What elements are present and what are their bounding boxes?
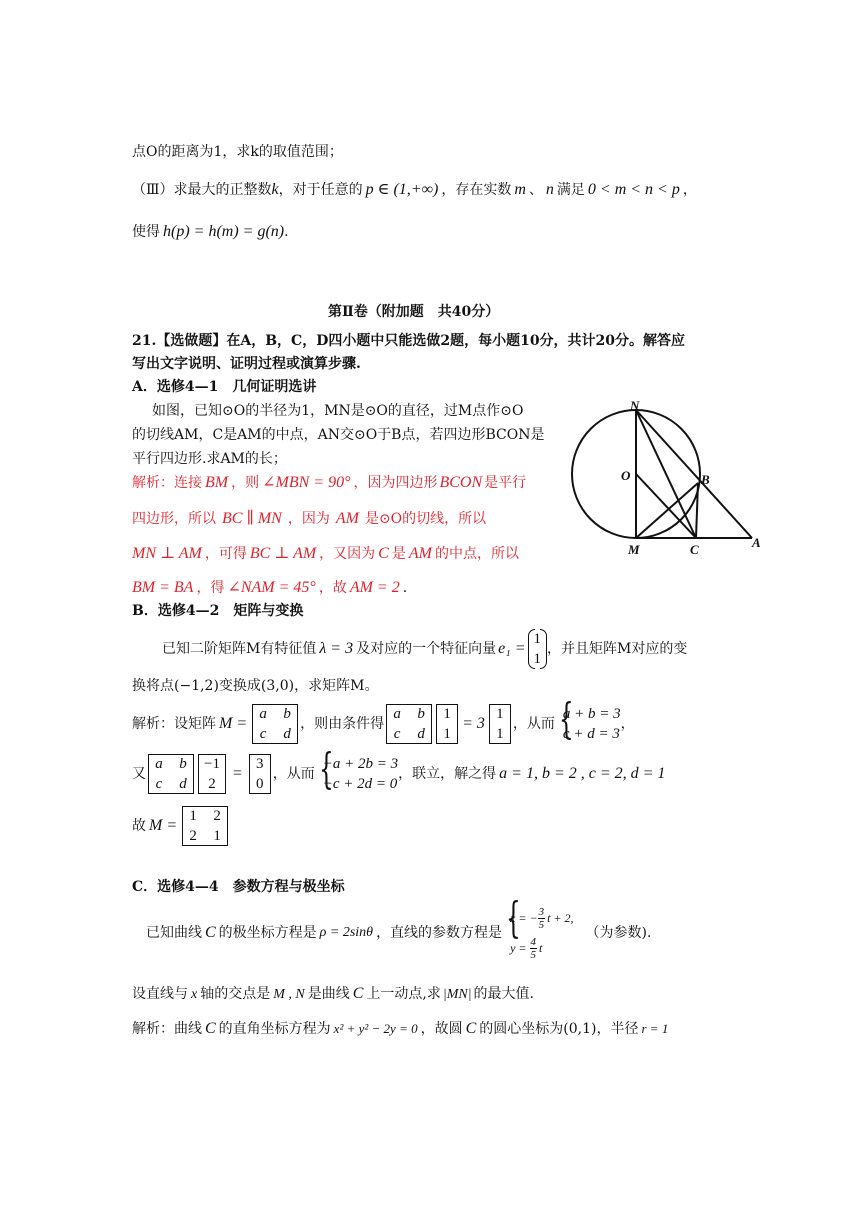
section-a-line-2: 的切线AM，C是AM的中点，AN交⊙O于B点，若四边形BCON是: [132, 427, 545, 443]
section-b-line-2: 换将点(−1,2)变换成(3,0)，求矩阵M。: [132, 678, 379, 694]
section-c-line-2: 设直线与 x 轴的交点是 M , N 是曲线 C 上一动点,求 |MN| 的最大值.: [132, 985, 534, 1002]
vector-neg1-2: −1 2: [198, 754, 226, 794]
vector-3-0: 3 0: [249, 754, 271, 794]
geometry-figure: [570, 398, 770, 558]
matrix-result: 1 2 2 1: [182, 806, 228, 846]
section-c-heading: C．选修4—4 参数方程与极坐标: [132, 879, 345, 895]
matrix-abcd: a b c d: [252, 704, 298, 744]
section-a-answer-2: 四边形，所以 BC ∥ MN ，因为 AM 是⊙O的切线，所以: [132, 510, 487, 527]
text-line-3: 使得 h(p) = h(m) = g(n).: [132, 223, 289, 240]
eigenvector: 1 1: [528, 629, 548, 669]
section-a-line-1: 如图，已知⊙O的半径为1，MN是⊙O的直径，过M点作⊙O: [152, 403, 524, 419]
section-a-heading: A．选修4—1 几何证明选讲: [132, 379, 317, 395]
system-2: { −a + 2b = 3 −c + 2d = 0: [315, 754, 398, 794]
parametric-system: { x = − $\frac{3}{5}$ t + 2, y = $\frac{4}{5}$ t: [502, 903, 573, 963]
vector-11: 1 1: [436, 704, 458, 744]
label-C: C: [690, 542, 699, 557]
text-line-2: （Ⅲ）求最大的正整数k，对于任意的 p ∈ (1,+∞) ，存在实数 m 、 n 满足 0 < m < n < p ，: [132, 181, 697, 198]
label-A: A: [752, 535, 761, 550]
system-1: { a + b = 3 c + d = 3: [555, 704, 621, 744]
text-line-1: 点O的距离为1，求k的取值范围；: [132, 144, 343, 160]
label-N: N: [630, 398, 640, 413]
section-b-line-5: 故 M = 1 2 2 1: [132, 804, 230, 848]
section-b-line-3: 解析：设矩阵 M = a b c d ，则由条件得 a b c d 1 1 = 3 1 1 ，从而 { a + b = 3 c + d = 3 ，: [132, 702, 635, 746]
section-b-heading: B．选修4—2 矩阵与变换: [132, 603, 304, 619]
vector-11-b: 1 1: [489, 704, 511, 744]
matrix-abcd-3: a b c d: [148, 754, 194, 794]
label-B: B: [701, 472, 710, 487]
section-a-answer-3: MN ⊥ AM ，可得 BC ⊥ AM ，又因为 C 是 AM 的中点，所以: [132, 545, 519, 562]
section-c-line-3: 解析：曲线 C 的直角坐标方程为 x² + y² − 2y = 0 ，故圆 C 的圆心坐标为(0,1)，半径 r = 1: [132, 1020, 669, 1037]
question-21-line-1: 21.【选做题】在A，B，C，D四小题中只能选做2题，每小题10分，共计20分。解答应: [132, 333, 686, 349]
label-M: M: [628, 542, 640, 557]
section-c-line-1: 已知曲线 C 的极坐标方程是 ρ = 2sinθ ，直线的参数方程是 { x = − $\frac{3}{5}$ t + 2, y = $\frac{4}{5}$ t （为参数)．: [146, 902, 661, 964]
label-O: O: [621, 468, 631, 483]
section-title: 第Ⅱ卷（附加题 共40分）: [328, 304, 500, 320]
question-21-line-2: 写出文字说明、证明过程或演算步骤.: [132, 356, 361, 372]
section-b-line-1: 已知二阶矩阵M有特征值 λ = 3 及对应的一个特征向量 e₁ = 1 1 ，并且矩阵M对应的变: [162, 631, 688, 667]
section-a-answer-1: 解析：连接 BM ，则 ∠MBN = 90° ，因为四边形 BCON 是平行: [132, 474, 527, 491]
section-a-line-3: 平行四边形.求AM的长；: [132, 451, 287, 467]
section-a-answer-4: BM = BA ，得 ∠NAM = 45° ，故 AM = 2 .: [132, 579, 408, 596]
matrix-abcd-2: a b c d: [386, 704, 432, 744]
section-b-line-4: 又 a b c d −1 2 = 3 0 ，从而 { −a + 2b = 3 −c + 2d = 0 ，联立，解之得 a = 1, b = 2 , c = 2, d = 1: [132, 752, 665, 796]
